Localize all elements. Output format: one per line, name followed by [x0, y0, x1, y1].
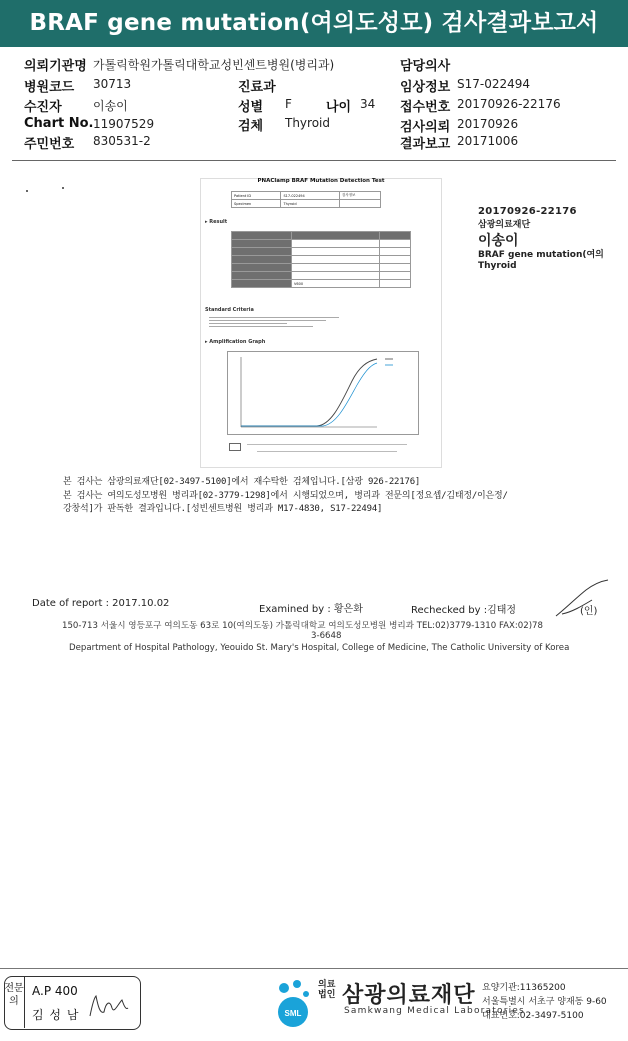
- foundation-address: 서울특별시 서초구 양재동 9-60: [482, 997, 607, 1007]
- examined-by: Examined by : 황은화: [259, 604, 363, 615]
- age-label: 나이: [326, 100, 352, 115]
- specialist-signature: [86, 992, 130, 1022]
- note-line-3: 강창석]가 판독한 결과입니다.[성빈센트병원 병리과 M17-4830, S17-22494]: [63, 504, 383, 514]
- sex-label: 성별: [238, 100, 264, 115]
- inner-patient-id-label: Patient ID: [232, 192, 281, 200]
- inner-specimen-label: Specimen: [232, 200, 281, 208]
- inner-cell: [379, 240, 410, 248]
- department-label: 진료과: [238, 80, 276, 95]
- hospital-code-value: 30713: [93, 77, 132, 91]
- hospital-address: 150-713 서울시 영등포구 여의도동 63로 10(여의도동) 가톨릭대학교 여의도성모병원 병리과 TEL:02)3779-1310 FAX:02)78: [62, 621, 543, 631]
- inner-cell: [379, 280, 410, 288]
- inner-patient-id-value: S17-022494: [281, 192, 339, 200]
- note-line-1: 본 검사는 삼광의료재단[02-3497-5100]에서 재수탁한 검체입니다.[삼광 926-22176]: [63, 477, 421, 487]
- inner-cell: 검사정보: [339, 192, 380, 200]
- stamp-test-line2: Thyroid: [478, 261, 517, 271]
- inner-cell: [292, 272, 380, 280]
- inner-cell: [232, 256, 292, 264]
- chart-value: 11907529: [93, 117, 155, 131]
- inner-result-value: V600: [292, 280, 380, 288]
- stamp-test-line1: BRAF gene mutation(여의: [478, 250, 604, 260]
- specialist-label: 전문의: [4, 983, 24, 1007]
- hospital-department: Department of Hospital Pathology, Yeouido St. Mary's Hospital, College of Medicine, The Catholic University of Korea: [69, 643, 570, 653]
- inner-criteria-text: [209, 315, 339, 329]
- foundation-block: [270, 972, 628, 1032]
- inner-cell: [232, 240, 292, 248]
- logo-dot: [303, 991, 309, 997]
- specimen-stamp: [478, 206, 618, 272]
- inner-result-label-text: Result: [209, 219, 228, 225]
- inner-cell: [379, 264, 410, 272]
- inner-cell: [232, 272, 292, 280]
- report-label: 결과보고: [400, 137, 451, 152]
- institution-value: 가톨릭학원가톨릭대학교성빈센트병원(병리과): [93, 58, 335, 72]
- date-of-report: Date of report : 2017.10.02: [32, 598, 170, 609]
- inner-cell: [232, 232, 292, 240]
- inner-cell: [339, 200, 380, 208]
- id-value: 830531-2: [93, 134, 151, 148]
- inner-cell: [292, 264, 380, 272]
- inner-patient-table: [231, 191, 381, 208]
- rechecked-by: Rechecked by :김태정: [411, 605, 517, 616]
- report-title: BRAF gene mutation(여의도성모) 검사결과보고서: [0, 0, 628, 47]
- hospital-address-cont: 3-6648: [311, 631, 342, 641]
- stamp-org: 삼광의료재단: [478, 220, 531, 230]
- clinical-value: S17-022494: [457, 77, 531, 91]
- foundation-english: Samkwang Medical Laboratories: [344, 1006, 525, 1016]
- report-value: 20171006: [457, 134, 519, 148]
- bottom-divider: [0, 968, 628, 969]
- sex-value: F: [285, 97, 292, 111]
- inner-logo: [229, 443, 241, 451]
- inner-cell: [232, 248, 292, 256]
- inner-footer-line: [257, 451, 397, 452]
- graph-frame: [228, 352, 419, 435]
- amplification-graph: [227, 351, 419, 435]
- rechecker-signature: [552, 578, 612, 620]
- request-label: 검사의뢰: [400, 120, 451, 135]
- hospital-code-label: 병원코드: [24, 80, 75, 95]
- request-value: 20170926: [457, 117, 519, 131]
- specimen-label: 검체: [238, 119, 264, 134]
- inner-graph-label-text: Amplification Graph: [209, 339, 266, 345]
- receipt-label: 접수번호: [400, 100, 451, 115]
- ap-number: A.P 400: [32, 984, 78, 998]
- inner-cell: [379, 272, 410, 280]
- specialist-side: [4, 976, 25, 1028]
- institution-label: 의뢰기관명: [24, 59, 87, 74]
- logo-text: SML: [284, 1009, 302, 1018]
- sml-logo: [270, 974, 316, 1030]
- inner-cell: [292, 240, 380, 248]
- note-line-2: 본 검사는 여의도성모병원 병리과[02-3779-1298]에서 시행되었으며, 병리과 전문의[정요셉/김태정/이은정/: [63, 491, 508, 501]
- inner-report-title: PNAClamp BRAF Mutation Detection Test: [257, 178, 385, 184]
- inner-result-table: [231, 231, 411, 288]
- patient-label: 수진자: [24, 100, 62, 115]
- sign-mark: (인): [580, 606, 598, 617]
- inner-criteria-label: Standard Criteria: [205, 307, 254, 313]
- inner-footer-line: [247, 444, 407, 445]
- foundation-type: [318, 980, 335, 1000]
- specimen-value: Thyroid: [285, 116, 330, 130]
- id-label: 주민번호: [24, 137, 75, 152]
- scan-speck: [62, 187, 64, 189]
- inner-cell: [292, 248, 380, 256]
- inner-result-label: ▸ Result: [205, 219, 228, 225]
- logo-dot: [293, 980, 301, 988]
- inner-graph-label: ▸ Amplification Graph: [205, 339, 266, 345]
- scan-speck: [26, 190, 28, 192]
- foundation-phone: 대표번호:02-3497-5100: [482, 1011, 584, 1021]
- inner-cell: [379, 248, 410, 256]
- inner-cell: [232, 280, 292, 288]
- agency-number: 요양기관:11365200: [482, 983, 566, 993]
- inner-cell: [292, 256, 380, 264]
- foundation-name: 삼광의료재단: [342, 983, 476, 1008]
- foundation-type-1: 의료: [318, 980, 336, 990]
- chart-label: Chart No.: [24, 116, 94, 131]
- age-value: 34: [360, 97, 376, 111]
- doctor-label: 담당의사: [400, 59, 451, 74]
- clinical-label: 임상정보: [400, 80, 451, 95]
- specialist-name: 김 성 남: [32, 1008, 80, 1022]
- foundation-type-2: 법인: [318, 990, 336, 1000]
- inner-specimen-value: Thyroid: [281, 200, 339, 208]
- inner-cell: [379, 256, 410, 264]
- inner-report-page: [200, 178, 442, 468]
- patient-value: 이송이: [93, 99, 128, 113]
- inner-cell: [292, 232, 380, 240]
- inner-cell: [232, 264, 292, 272]
- stamp-id: 20170926-22176: [478, 206, 577, 217]
- stamp-name: 이송이: [478, 233, 519, 249]
- logo-dot: [279, 983, 289, 993]
- info-divider: [12, 160, 616, 161]
- receipt-value: 20170926-22176: [457, 97, 561, 111]
- inner-cell: [379, 232, 410, 240]
